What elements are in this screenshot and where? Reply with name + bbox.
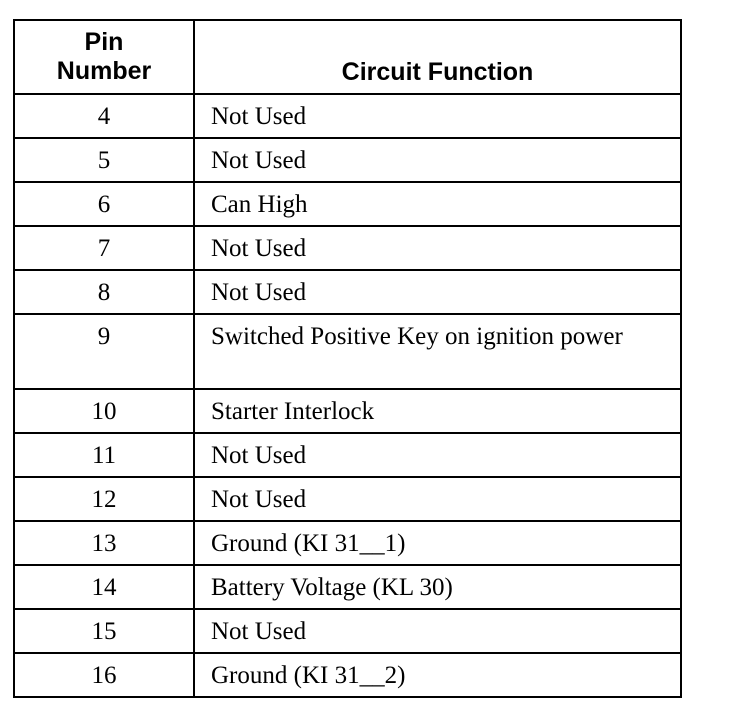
table-row (14, 521, 681, 565)
table-row (14, 226, 681, 270)
function-cell: Not Used (194, 138, 681, 182)
pin-cell: 4 (14, 94, 194, 138)
table-row (14, 565, 681, 609)
function-cell: Not Used (194, 609, 681, 653)
table-row (14, 314, 681, 389)
function-cell: Ground (KI 31__2) (194, 653, 681, 697)
header-pin-line1: Pin (84, 28, 124, 56)
table-row (14, 477, 681, 521)
pin-cell: 16 (14, 653, 194, 697)
pin-cell: 13 (14, 521, 194, 565)
function-cell: Not Used (194, 477, 681, 521)
pin-cell: 11 (14, 433, 194, 477)
table-row (14, 433, 681, 477)
table-row (14, 389, 681, 433)
header-pin-number (14, 20, 194, 94)
pin-cell: 10 (14, 389, 194, 433)
table-row (14, 609, 681, 653)
header-pin-line2: Number (56, 57, 152, 85)
pin-function-table (13, 19, 682, 698)
table-row (14, 94, 681, 138)
table-row (14, 270, 681, 314)
pin-cell: 12 (14, 477, 194, 521)
function-cell: Not Used (194, 94, 681, 138)
pin-cell: 8 (14, 270, 194, 314)
function-cell: Not Used (194, 433, 681, 477)
header-row (14, 20, 681, 94)
pin-cell: 15 (14, 609, 194, 653)
pin-cell: 9 (14, 314, 194, 389)
function-cell: Ground (KI 31__1) (194, 521, 681, 565)
pin-cell: 6 (14, 182, 194, 226)
function-cell: Not Used (194, 270, 681, 314)
pin-cell: 14 (14, 565, 194, 609)
table-row (14, 653, 681, 697)
table-row (14, 182, 681, 226)
function-cell: Can High (194, 182, 681, 226)
pin-cell: 5 (14, 138, 194, 182)
function-cell: Battery Voltage (KL 30) (194, 565, 681, 609)
function-cell: Starter Interlock (194, 389, 681, 433)
pin-cell: 7 (14, 226, 194, 270)
function-cell: Not Used (194, 226, 681, 270)
function-cell: Switched Positive Key on ignition power (194, 314, 681, 389)
header-circuit-function: Circuit Function (194, 20, 681, 94)
table-row (14, 138, 681, 182)
